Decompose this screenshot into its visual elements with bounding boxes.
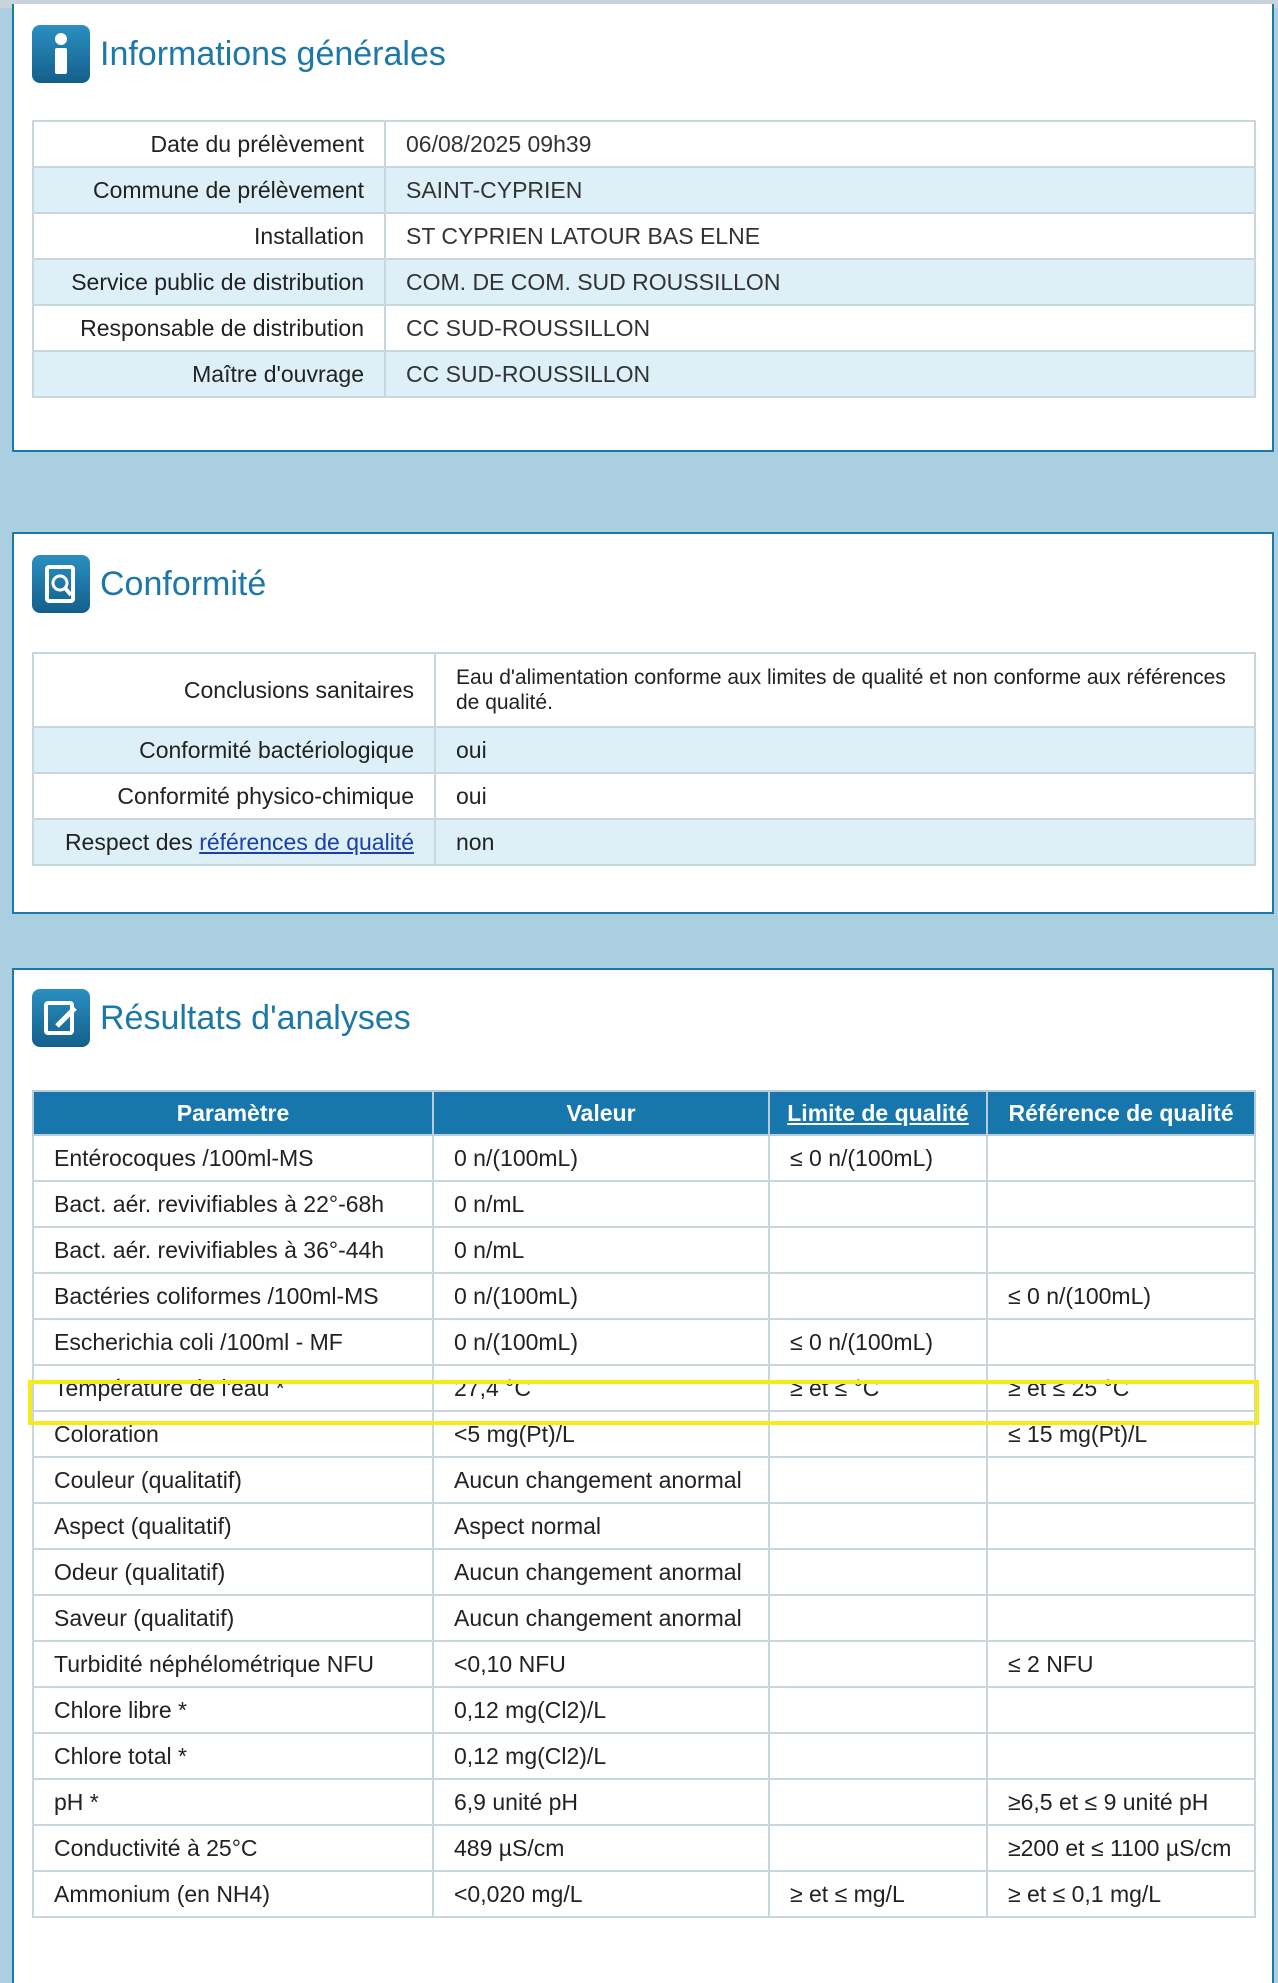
param-cell: Chlore libre * — [33, 1687, 433, 1733]
limite-cell — [769, 1457, 987, 1503]
limite-cell — [769, 1549, 987, 1595]
row-label — [33, 819, 435, 865]
header-limite — [769, 1091, 987, 1135]
param-cell: Escherichia coli /100ml - MF — [33, 1319, 433, 1365]
param-cell: Coloration — [33, 1411, 433, 1457]
resultats-panel — [12, 968, 1274, 1983]
conformite-panel-title — [32, 554, 266, 614]
valeur-cell: 6,9 unité pH — [433, 1779, 769, 1825]
table-row — [33, 121, 1255, 167]
limite-cell — [769, 1181, 987, 1227]
info-title: Informations générales — [100, 34, 446, 73]
limite-cell — [769, 1641, 987, 1687]
table-row — [33, 1135, 1255, 1181]
conformite-table — [32, 652, 1256, 866]
reference-cell — [987, 1319, 1255, 1365]
reference-cell — [987, 1181, 1255, 1227]
info-table — [32, 120, 1256, 398]
row-value: oui — [435, 727, 1255, 773]
valeur-cell: 489 µS/cm — [433, 1825, 769, 1871]
row-label: Commune de prélèvement — [33, 167, 385, 213]
row-label: Responsable de distribution — [33, 305, 385, 351]
resultats-title: Résultats d'analyses — [100, 998, 411, 1037]
table-row — [33, 1825, 1255, 1871]
row-value: CC SUD-ROUSSILLON — [385, 305, 1255, 351]
limite-cell — [769, 1687, 987, 1733]
row-label: Installation — [33, 213, 385, 259]
label-prefix: Respect des — [64, 828, 200, 855]
resultats-body — [33, 1135, 1255, 1917]
table-row — [33, 1641, 1255, 1687]
table-row — [33, 305, 1255, 351]
table-row — [33, 653, 1255, 727]
reference-cell: ≥ et ≤ 25 °C — [987, 1365, 1255, 1411]
reference-cell — [987, 1733, 1255, 1779]
param-cell: Bactéries coliformes /100ml-MS — [33, 1273, 433, 1319]
valeur-cell: 0 n/(100mL) — [433, 1319, 769, 1365]
row-label: Conformité bactériologique — [33, 727, 435, 773]
param-cell: Aspect (qualitatif) — [33, 1503, 433, 1549]
row-label: Conformité physico-chimique — [33, 773, 435, 819]
header-reference: Référence de qualité — [987, 1091, 1255, 1135]
reference-cell — [987, 1595, 1255, 1641]
reference-cell: ≤ 0 n/(100mL) — [987, 1273, 1255, 1319]
table-row — [33, 773, 1255, 819]
table-row — [33, 1227, 1255, 1273]
reference-cell: ≥ et ≤ 0,1 mg/L — [987, 1871, 1255, 1917]
valeur-cell: 0 n/mL — [433, 1181, 769, 1227]
table-row — [33, 351, 1255, 397]
resultats-table — [32, 1090, 1256, 1918]
table-row — [33, 1503, 1255, 1549]
limite-cell: ≥ et ≤ mg/L — [769, 1871, 987, 1917]
document-search-icon — [32, 555, 90, 613]
limite-qualite-link[interactable]: Limite de qualité — [787, 1099, 969, 1126]
valeur-cell: Aspect normal — [433, 1503, 769, 1549]
param-cell: Saveur (qualitatif) — [33, 1595, 433, 1641]
limite-cell — [769, 1779, 987, 1825]
table-row — [33, 213, 1255, 259]
reference-cell: ≤ 15 mg(Pt)/L — [987, 1411, 1255, 1457]
reference-cell: ≥6,5 et ≤ 9 unité pH — [987, 1779, 1255, 1825]
header-parametre: Paramètre — [33, 1091, 433, 1135]
param-cell: Bact. aér. revivifiables à 36°-44h — [33, 1227, 433, 1273]
info-icon — [32, 25, 90, 83]
table-row — [33, 1365, 1255, 1411]
valeur-cell: <5 mg(Pt)/L — [433, 1411, 769, 1457]
reference-cell — [987, 1549, 1255, 1595]
limite-cell — [769, 1227, 987, 1273]
valeur-cell: 0 n/(100mL) — [433, 1273, 769, 1319]
table-row — [33, 1733, 1255, 1779]
limite-cell — [769, 1733, 987, 1779]
param-cell: Bact. aér. revivifiables à 22°-68h — [33, 1181, 433, 1227]
param-cell: Conductivité à 25°C — [33, 1825, 433, 1871]
limite-cell: ≤ 0 n/(100mL) — [769, 1319, 987, 1365]
table-row — [33, 167, 1255, 213]
valeur-cell: 0 n/(100mL) — [433, 1135, 769, 1181]
table-row — [33, 1457, 1255, 1503]
valeur-cell: 27,4 °C — [433, 1365, 769, 1411]
row-value: Eau d'alimentation conforme aux limites de qualité et non conforme aux références de qualité. — [435, 653, 1255, 727]
reference-cell — [987, 1503, 1255, 1549]
row-label: Maître d'ouvrage — [33, 351, 385, 397]
limite-cell — [769, 1411, 987, 1457]
param-cell: Ammonium (en NH4) — [33, 1871, 433, 1917]
row-value: non — [435, 819, 1255, 865]
valeur-cell: <0,020 mg/L — [433, 1871, 769, 1917]
valeur-cell: Aucun changement anormal — [433, 1457, 769, 1503]
table-row — [33, 1595, 1255, 1641]
conformite-panel — [12, 532, 1274, 914]
table-row — [33, 1549, 1255, 1595]
info-panel — [12, 4, 1274, 452]
param-cell: Odeur (qualitatif) — [33, 1549, 433, 1595]
reference-cell: ≥200 et ≤ 1100 µS/cm — [987, 1825, 1255, 1871]
param-cell: Température de l'eau * — [33, 1365, 433, 1411]
resultats-panel-title — [32, 988, 411, 1048]
limite-cell: ≤ 0 n/(100mL) — [769, 1135, 987, 1181]
table-row — [33, 1181, 1255, 1227]
valeur-cell: Aucun changement anormal — [433, 1595, 769, 1641]
references-qualite-link[interactable]: références de qualité — [199, 828, 414, 855]
limite-cell — [769, 1595, 987, 1641]
table-row — [33, 1871, 1255, 1917]
header-valeur: Valeur — [433, 1091, 769, 1135]
valeur-cell: Aucun changement anormal — [433, 1549, 769, 1595]
limite-cell — [769, 1503, 987, 1549]
row-label: Date du prélèvement — [33, 121, 385, 167]
valeur-cell: 0,12 mg(Cl2)/L — [433, 1733, 769, 1779]
table-row — [33, 259, 1255, 305]
edit-document-icon — [32, 989, 90, 1047]
reference-cell — [987, 1227, 1255, 1273]
row-value: SAINT-CYPRIEN — [385, 167, 1255, 213]
table-row — [33, 1687, 1255, 1733]
table-row — [33, 1411, 1255, 1457]
param-cell: Turbidité néphélométrique NFU — [33, 1641, 433, 1687]
valeur-cell: 0 n/mL — [433, 1227, 769, 1273]
param-cell: Couleur (qualitatif) — [33, 1457, 433, 1503]
table-row — [33, 1273, 1255, 1319]
table-row — [33, 1779, 1255, 1825]
row-label: Conclusions sanitaires — [33, 653, 435, 727]
info-panel-title — [32, 24, 446, 84]
limite-cell — [769, 1273, 987, 1319]
table-row — [33, 1319, 1255, 1365]
param-cell: Entérocoques /100ml-MS — [33, 1135, 433, 1181]
row-value: CC SUD-ROUSSILLON — [385, 351, 1255, 397]
row-label: Service public de distribution — [33, 259, 385, 305]
row-value: oui — [435, 773, 1255, 819]
valeur-cell: <0,10 NFU — [433, 1641, 769, 1687]
param-cell: pH * — [33, 1779, 433, 1825]
row-value: COM. DE COM. SUD ROUSSILLON — [385, 259, 1255, 305]
limite-cell: ≥ et ≤ °C — [769, 1365, 987, 1411]
reference-cell — [987, 1687, 1255, 1733]
reference-cell: ≤ 2 NFU — [987, 1641, 1255, 1687]
conformite-title: Conformité — [100, 564, 267, 603]
valeur-cell: 0,12 mg(Cl2)/L — [433, 1687, 769, 1733]
reference-cell — [987, 1135, 1255, 1181]
reference-cell — [987, 1457, 1255, 1503]
row-value: ST CYPRIEN LATOUR BAS ELNE — [385, 213, 1255, 259]
row-value: 06/08/2025 09h39 — [385, 121, 1255, 167]
limite-cell — [769, 1825, 987, 1871]
table-row — [33, 727, 1255, 773]
table-header-row — [33, 1091, 1255, 1135]
param-cell: Chlore total * — [33, 1733, 433, 1779]
table-row — [33, 819, 1255, 865]
